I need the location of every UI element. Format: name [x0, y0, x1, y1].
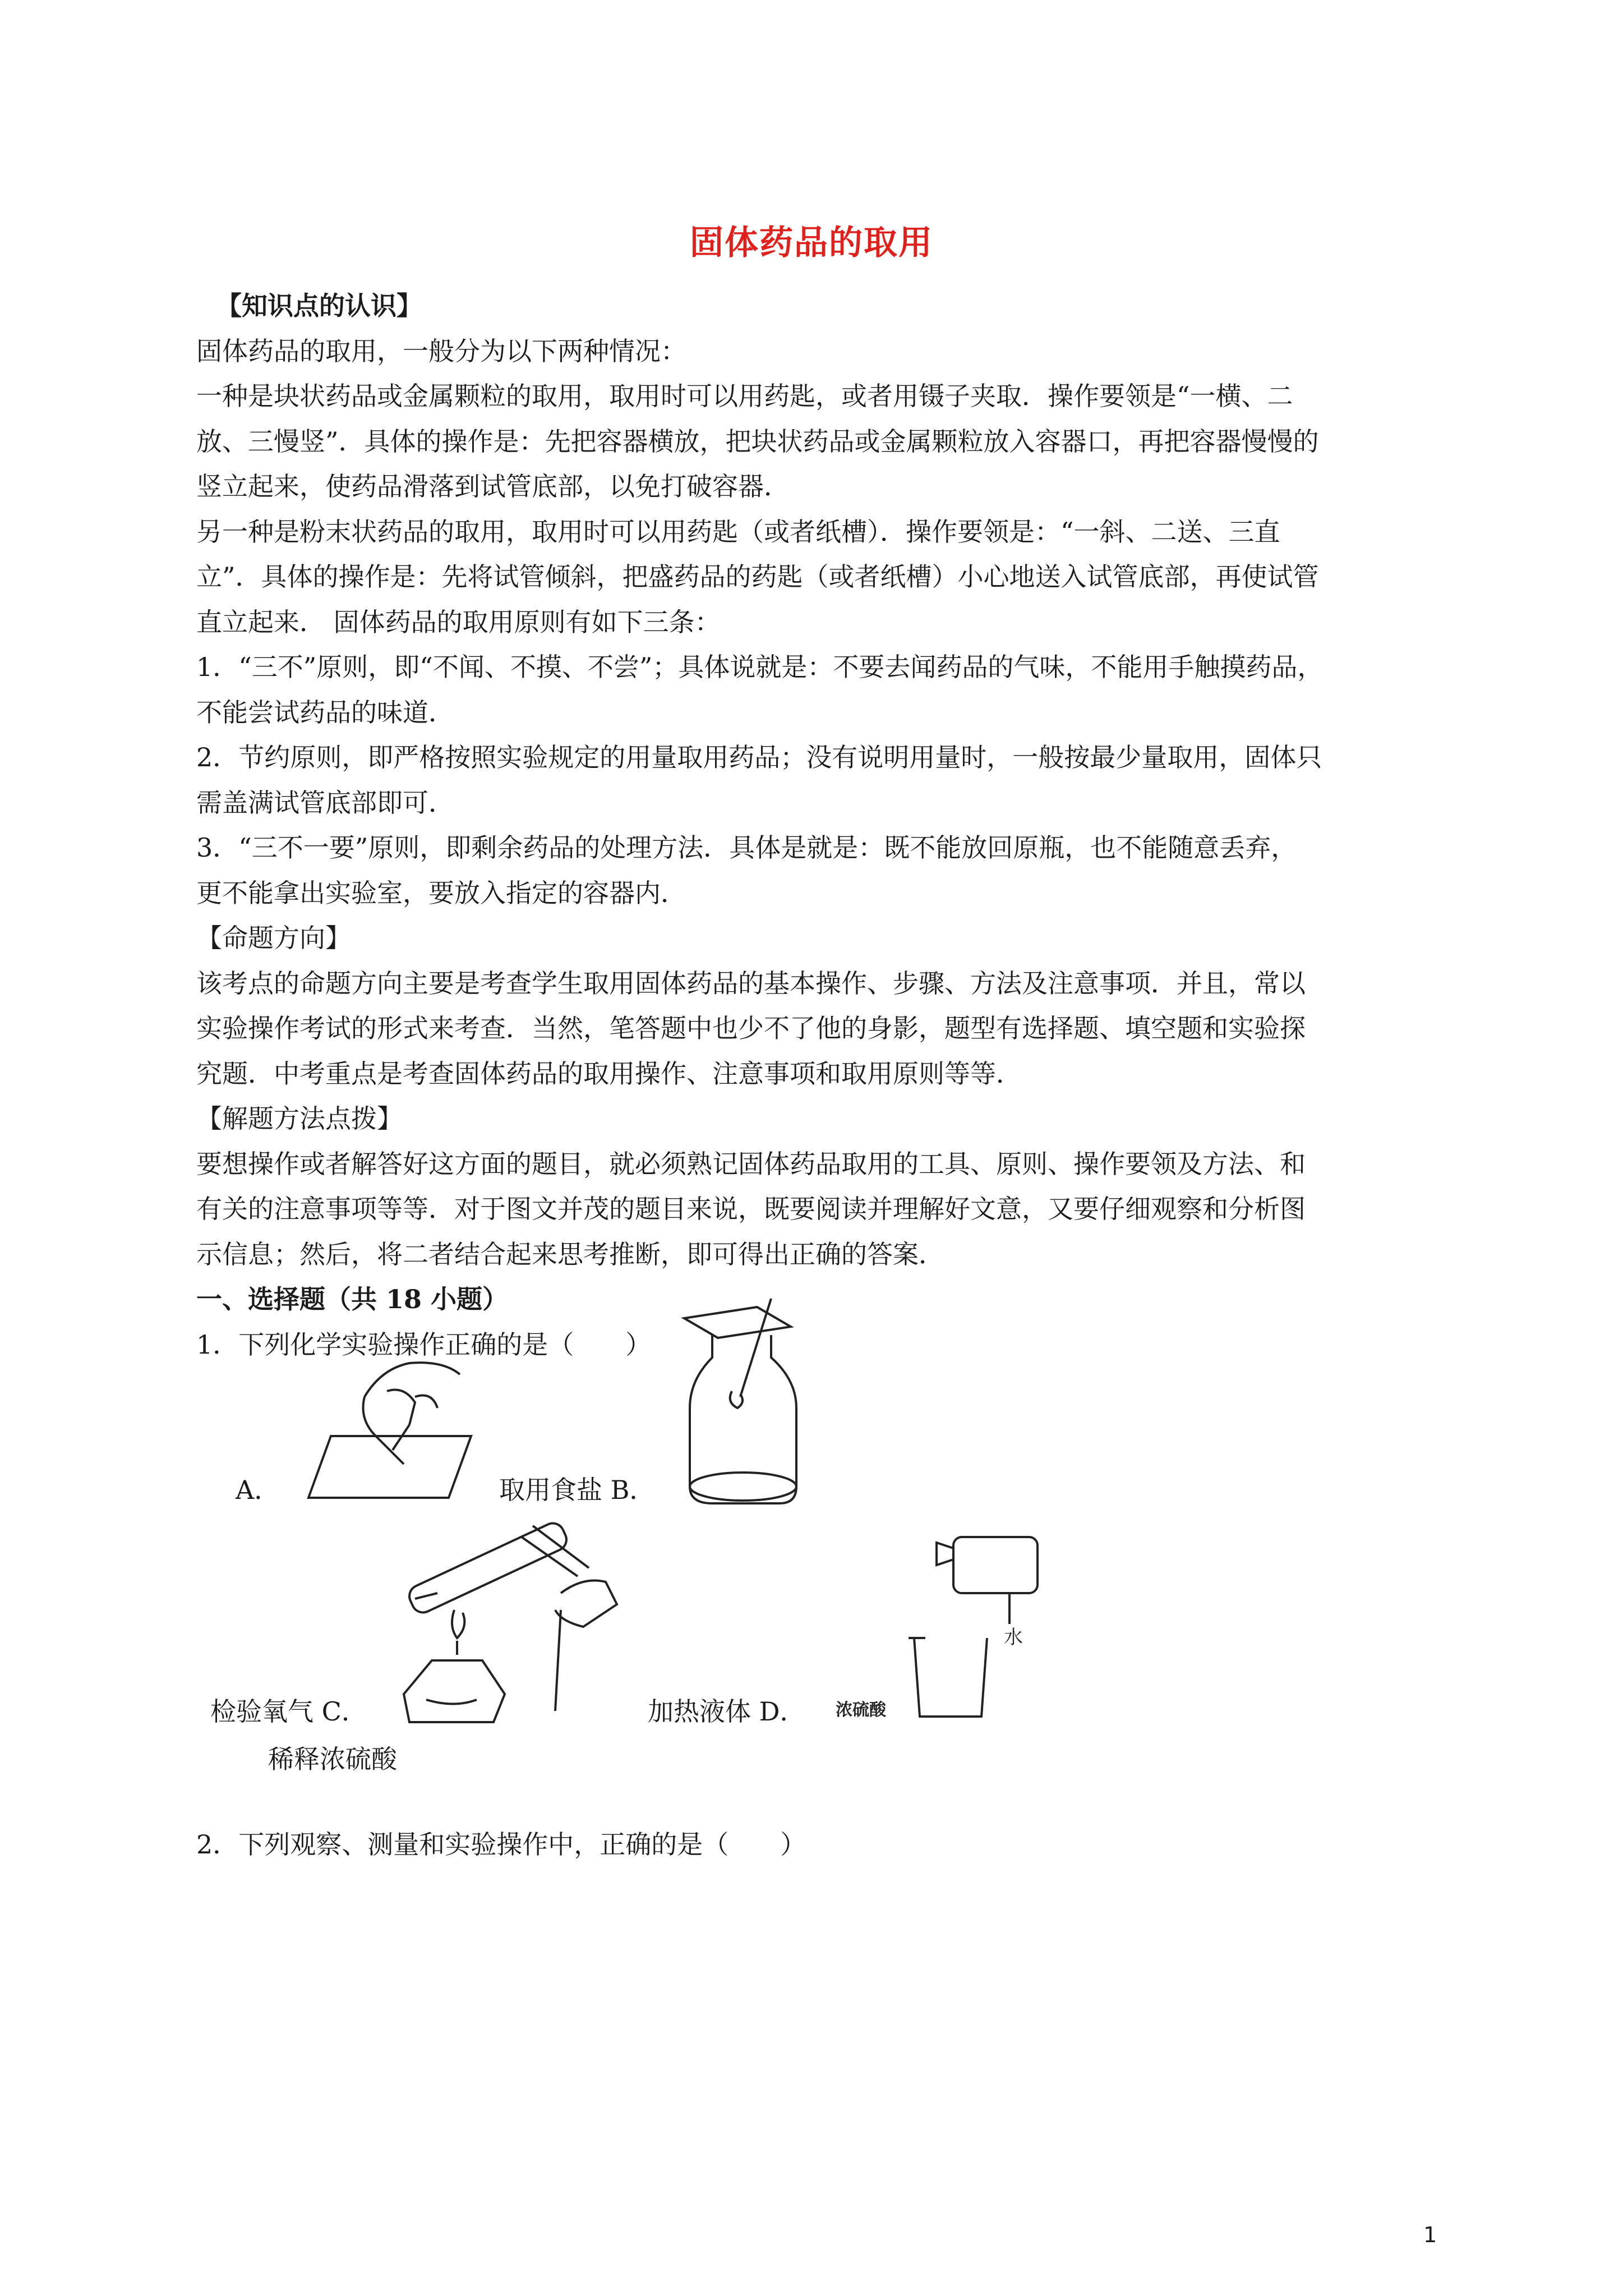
section-choice-questions: 一、选择题（共 18 小题）	[196, 1284, 509, 1314]
page-number: 1	[1423, 2223, 1437, 2247]
text-line: 竖立起来，使药品滑落到试管底部，以免打破容器．	[196, 471, 790, 501]
text-line: 该考点的命题方向主要是考查学生取用固体药品的基本操作、步骤、方法及注意事项．并且，常以	[196, 968, 1306, 999]
text-line: 实验操作考试的形式来考查．当然，笔答题中也少不了他的身影，题型有选择题、填空题和实验探	[196, 1013, 1306, 1043]
figure-label-water: 水	[1004, 1626, 1023, 1649]
figure-label-acid: 浓硫酸	[836, 1700, 886, 1720]
page-title: 固体药品的取用	[690, 223, 933, 263]
text-line: 立”．具体的操作是：先将试管倾斜，把盛药品的药匙（或者纸槽）小心地送入试管底部，再使试管	[196, 562, 1319, 592]
text-line: 2．节约原则，即严格按照实验规定的用量取用药品；没有说明用量时，一般按最少量取用，固体只	[196, 742, 1322, 772]
section-method: 【解题方法点拨】	[196, 1103, 403, 1134]
question-2: 2．下列观察、测量和实验操作中，正确的是（ ）	[196, 1829, 806, 1860]
text-line: 究题．中考重点是考查固体药品的取用操作、注意事项和取用原则等等．	[196, 1058, 1022, 1089]
text-line: 直立起来． 固体药品的取用原则有如下三条：	[196, 606, 721, 637]
figure-d-dilute-acid	[836, 1526, 1071, 1728]
text-line: 有关的注意事项等等．对于图文并茂的题目来说，既要阅读并理解好文意，又要仔细观察和分析图	[196, 1194, 1306, 1224]
question-1: 1．下列化学实验操作正确的是（ ）	[196, 1329, 652, 1360]
text-line: 要想操作或者解答好这方面的题目，就必须熟记固体药品取用的工具、原则、操作要领及方法、和	[196, 1148, 1306, 1179]
option-b-caption-c-letter: 检验氧气 C．	[210, 1696, 367, 1727]
figure-a-take-salt	[297, 1358, 482, 1503]
figure-c-heat-liquid	[393, 1515, 628, 1728]
text-line: 需盖满试管底部即可．	[196, 787, 454, 818]
text-line: 更不能拿出实验室，要放入指定的容器内．	[196, 877, 686, 908]
text-line: 另一种是粉末状药品的取用，取用时可以用药匙（或者纸槽）．操作要领是：“一斜、二送、三直	[196, 516, 1280, 547]
text-line: 固体药品的取用，一般分为以下两种情况：	[196, 335, 686, 366]
section-knowledge: 【知识点的认识】	[216, 291, 422, 321]
option-a-caption-b-letter: 取用食盐 B．	[499, 1475, 656, 1505]
text-line: 3．“三不一要”原则，即剩余药品的处理方法．具体是就是：既不能放回原瓶，也不能随意丢弃，	[196, 832, 1297, 863]
option-a-letter: A．	[236, 1475, 280, 1505]
text-line: 放、三慢竖”．具体的操作是：先把容器横放，把块状药品或金属颗粒放入容器口，再把容器慢慢的	[196, 426, 1319, 457]
body-text	[196, 283, 1430, 1367]
option-c-caption-d-letter: 加热液体 D．	[648, 1696, 806, 1727]
text-line: 不能尝试药品的味道．	[196, 697, 454, 728]
text-line: 一种是块状药品或金属颗粒的取用，取用时可以用药匙，或者用镊子夹取．操作要领是“一横、二	[196, 381, 1293, 411]
figure-b-test-oxygen	[673, 1296, 813, 1509]
option-d-caption: 稀释浓硫酸	[268, 1744, 397, 1774]
text-line: 示信息；然后，将二者结合起来思考推断，即可得出正确的答案．	[196, 1239, 944, 1269]
text-line: 1．“三不”原则，即“不闻、不摸、不尝”；具体说就是：不要去闻药品的气味，不能用手触摸药品，	[196, 652, 1324, 682]
section-direction: 【命题方向】	[196, 923, 351, 953]
